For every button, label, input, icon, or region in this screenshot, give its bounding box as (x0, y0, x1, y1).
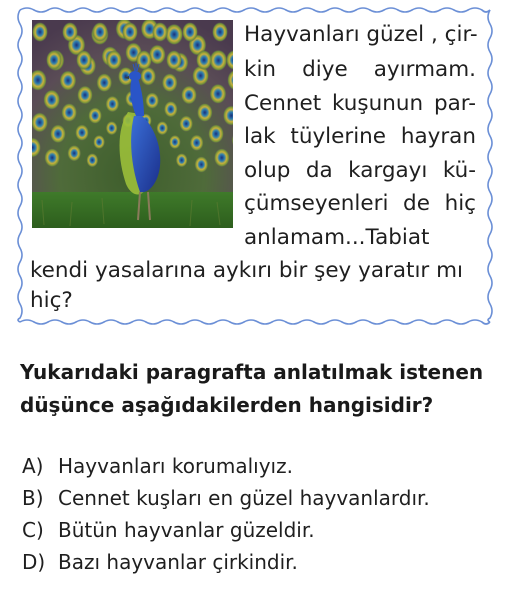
passage-line-6: çümseyenleri de hiç (244, 191, 476, 216)
passage-line-5: olup da kargayı kü- (244, 158, 476, 183)
option-letter: B) (22, 486, 44, 510)
option-letter: C) (22, 518, 44, 542)
passage-line-4: lak tüylerine hayran (244, 124, 476, 149)
option-b[interactable] (22, 484, 430, 512)
question-line-1: Yukarıdaki paragrafta anlatılmak istenen (20, 360, 484, 384)
option-c[interactable] (22, 516, 315, 544)
passage-line-9: hiç? (30, 288, 73, 313)
question-line-2: düşünce aşağıdakilerden hangisidir? (20, 393, 434, 417)
option-a[interactable] (22, 452, 293, 480)
option-letter: D) (22, 550, 46, 574)
passage-line-8: kendi yasalarına aykırı bir şey yaratır mı (30, 258, 464, 283)
frame-edge (488, 10, 492, 322)
passage-line-3: Cennet kuşunun par- (244, 91, 476, 116)
option-text: Bazı hayvanlar çirkindir. (58, 550, 298, 574)
option-text: Cennet kuşları en güzel hayvanlardır. (58, 486, 430, 510)
option-d[interactable] (22, 548, 298, 576)
frame-edge (18, 10, 22, 322)
passage-line-2: kin diye ayırmam. (244, 57, 476, 82)
peacock-image (32, 20, 233, 228)
option-text: Bütün hayvanlar güzeldir. (58, 518, 315, 542)
option-text: Hayvanları korumalıyız. (58, 454, 293, 478)
passage-line-7: anlamam...Tabiat (244, 225, 430, 250)
frame-edge (20, 320, 490, 324)
option-letter: A) (22, 454, 44, 478)
frame-edge (20, 8, 490, 12)
passage-line-1: Hayvanları güzel , çir- (244, 22, 478, 47)
